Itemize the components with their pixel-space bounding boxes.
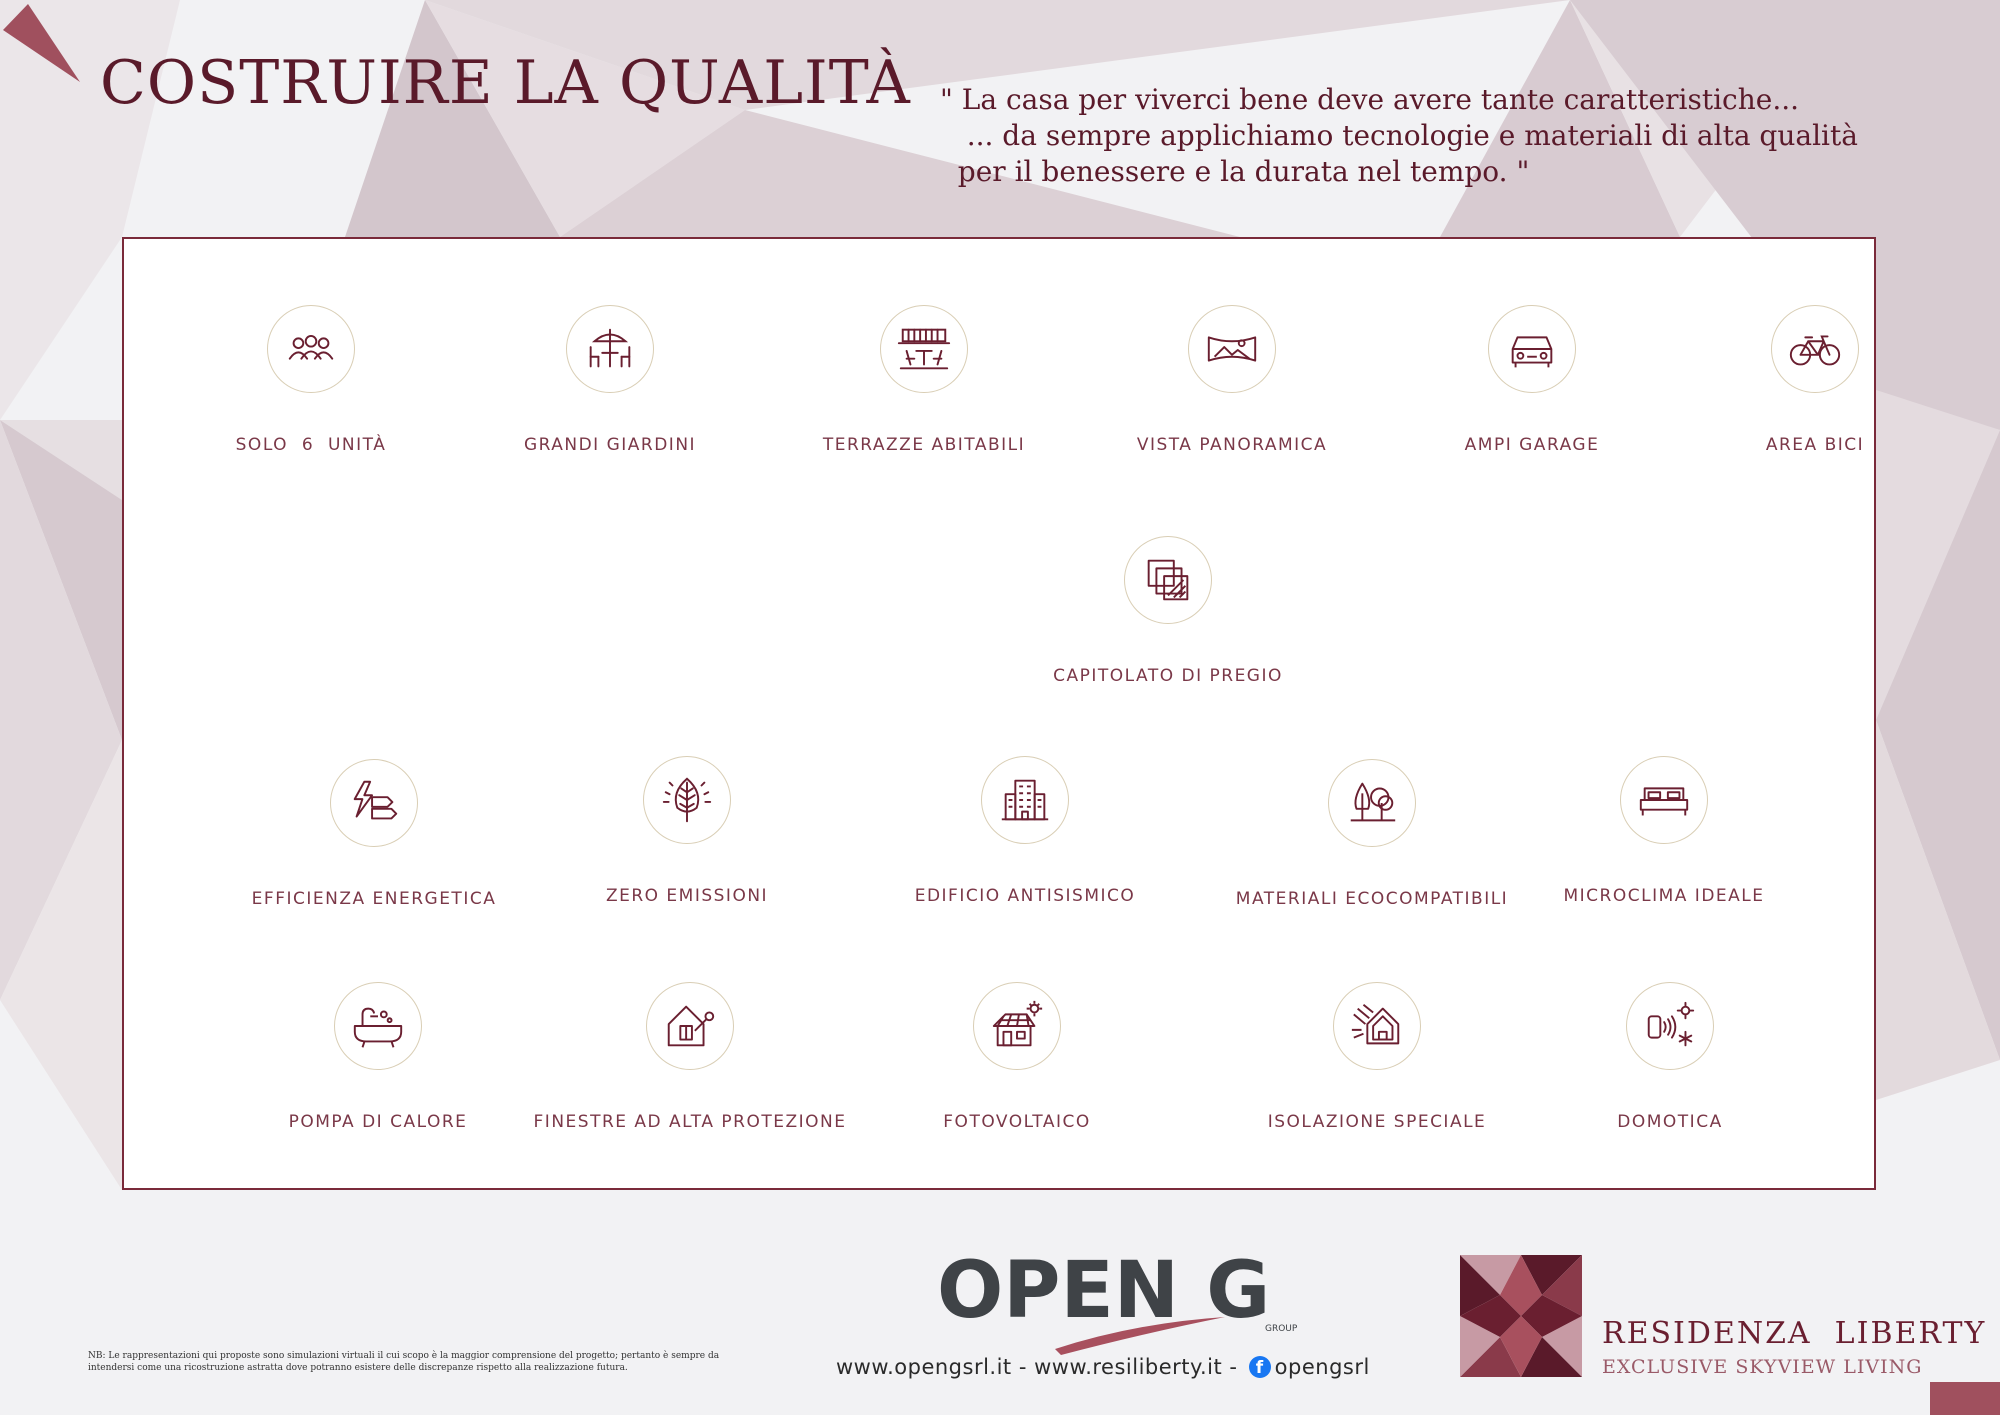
feature-label: FOTOVOLTAICO: [943, 1112, 1091, 1132]
residence-tagline: EXCLUSIVE SKYVIEW LIVING: [1602, 1356, 1923, 1378]
feature-label: ZERO EMISSIONI: [605, 886, 769, 906]
feature-icon-circle: [981, 756, 1069, 844]
material-samples-icon: [1139, 551, 1197, 609]
feature-materiali-ecocompatibili: [1212, 759, 1532, 909]
feature-area-bici: [1655, 305, 1975, 455]
feature-icon-circle: [1328, 759, 1416, 847]
terrace-awning-icon: [895, 320, 953, 378]
feature-label: VISTA PANORAMICA: [1136, 435, 1328, 455]
feature-icon-circle: [646, 982, 734, 1070]
feature-label: ISOLAZIONE SPECIALE: [1267, 1112, 1487, 1132]
feature-icon-circle: [334, 982, 422, 1070]
feature-microclima-ideale: [1504, 756, 1824, 906]
bicycle-icon: [1786, 320, 1844, 378]
feature-icon-circle: [880, 305, 968, 393]
footer-links: [836, 1354, 1370, 1379]
facebook-icon[interactable]: f: [1249, 1356, 1271, 1378]
house-window-icon: [661, 997, 719, 1055]
page-title: COSTRUIRE LA QUALITÀ: [100, 48, 911, 118]
feature-icon-circle: [1124, 536, 1212, 624]
feature-label: CAPITOLATO DI PREGIO: [1053, 666, 1283, 686]
umbrella-table-icon: [581, 320, 639, 378]
website-link-resiliberty[interactable]: www.resiliberty.it: [1034, 1355, 1223, 1379]
feature-icon-circle: [1771, 305, 1859, 393]
bathtub-icon: [349, 997, 407, 1055]
feature-ampi-garage: [1372, 305, 1692, 455]
website-link-opengsrl[interactable]: www.opengsrl.it: [836, 1355, 1012, 1379]
feature-icon-circle: [643, 756, 731, 844]
bed-icon: [1635, 771, 1693, 829]
feature-capitolato-di-pregio: [1008, 536, 1328, 686]
feature-domotica: [1510, 982, 1830, 1132]
feature-pompa-di-calore: [218, 982, 538, 1132]
feature-label: AMPI GARAGE: [1464, 435, 1600, 455]
feature-label: POMPA DI CALORE: [288, 1112, 468, 1132]
feature-icon-circle: [566, 305, 654, 393]
feature-icon-circle: [267, 305, 355, 393]
feature-terrazze-abitabili: [764, 305, 1084, 455]
feature-zero-emissioni: [527, 756, 847, 906]
feature-label: FINESTRE AD ALTA PROTEZIONE: [533, 1112, 847, 1132]
feature-finestre-ad-alta-protezione: [530, 982, 850, 1132]
quote-line-2: ... da sempre applichiamo tecnologie e materiali di alta qualità: [940, 119, 1858, 152]
car-icon: [1503, 320, 1561, 378]
feature-icon-circle: [1333, 982, 1421, 1070]
residence-name: RESIDENZA LIBERTY: [1602, 1316, 1987, 1351]
feature-icon-circle: [1620, 756, 1708, 844]
quote-line-1: " La casa per viverci bene deve avere tante caratteristiche...: [940, 83, 1800, 116]
feature-icon-circle: [973, 982, 1061, 1070]
building-icon: [996, 771, 1054, 829]
feature-icon-circle: [1626, 982, 1714, 1070]
link-separator: -: [1011, 1355, 1035, 1379]
feature-label: MATERIALI ECOCOMPATIBILI: [1235, 889, 1509, 909]
intro-quote: [940, 82, 1858, 190]
feature-edificio-antisismico: [865, 756, 1185, 906]
feature-label: GRANDI GIARDINI: [523, 435, 697, 455]
open-g-logo: [935, 1245, 1315, 1355]
residenza-liberty-logo-mark: [1460, 1255, 1582, 1377]
panorama-icon: [1203, 320, 1261, 378]
solar-house-icon: [988, 997, 1046, 1055]
energy-class-icon: [345, 774, 403, 832]
logo-subtext: GROUP: [1265, 1324, 1298, 1334]
feature-icon-circle: [330, 759, 418, 847]
feature-grandi-giardini: [450, 305, 770, 455]
feature-label: SOLO 6 UNITÀ: [235, 435, 387, 455]
feature-icon-circle: [1488, 305, 1576, 393]
feature-label: AREA BICI: [1765, 435, 1865, 455]
quote-line-3: per il benessere e la durata nel tempo. ": [940, 155, 1530, 188]
feature-fotovoltaico: [857, 982, 1177, 1132]
feature-vista-panoramica: [1072, 305, 1392, 455]
link-separator: -: [1222, 1355, 1245, 1379]
features-panel: [122, 237, 1876, 1190]
feature-label: EFFICIENZA ENERGETICA: [251, 889, 497, 909]
social-handle[interactable]: opengsrl: [1274, 1355, 1370, 1379]
leaf-icon: [658, 771, 716, 829]
people-icon: [282, 320, 340, 378]
feature-solo-6-unita: [151, 305, 471, 455]
feature-label: EDIFICIO ANTISISMICO: [914, 886, 1136, 906]
logo-text: OPEN G: [937, 1246, 1271, 1336]
trees-icon: [1343, 774, 1401, 832]
feature-label: MICROCLIMA IDEALE: [1563, 886, 1765, 906]
feature-label: TERRAZZE ABITABILI: [822, 435, 1026, 455]
feature-isolazione-speciale: [1217, 982, 1537, 1132]
feature-efficienza-energetica: [214, 759, 534, 909]
disclaimer-note: NB: Le rappresentazioni qui proposte sono simulazioni virtuali il cui scopo è la maggior comprensione del progetto; pertanto è sempre da intendersi come una ricostruzione astratta dove potranno esistere delle discrepanze rispetto alla realizzazione futura.: [88, 1351, 720, 1373]
feature-icon-circle: [1188, 305, 1276, 393]
feature-label: DOMOTICA: [1617, 1112, 1723, 1132]
insulated-house-icon: [1348, 997, 1406, 1055]
smart-remote-icon: [1641, 997, 1699, 1055]
